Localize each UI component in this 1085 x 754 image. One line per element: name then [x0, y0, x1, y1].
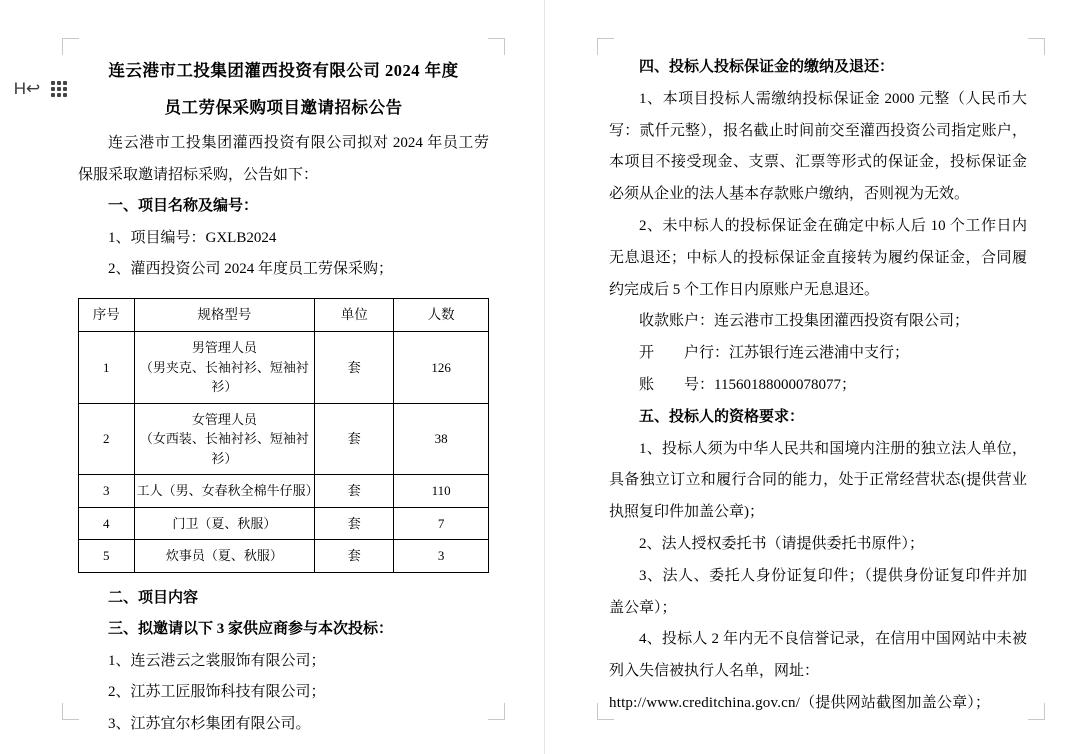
- section-4-heading: 四、投标人投标保证金的缴纳及退还：: [639, 59, 895, 75]
- cell-spec: 炊事员（夏、秋服）: [134, 540, 315, 573]
- cell-spec-line1: 女管理人员: [191, 411, 257, 427]
- section-4-paragraph-2: 2、未中标人的投标保证金在确定中标人后 10 个工作日内无息退还；中标人的投标保证金直接转为履约保证金，合同履约完成后 5 个工作日内原账户无息退还。: [609, 217, 1027, 298]
- section-1-item-2: 2、灌西投资公司 2024 年度员工劳保采购；: [108, 261, 394, 278]
- document-page-right: [545, 0, 1085, 754]
- section-5-item-4: 4、投标人 2 年内无不良信誉记录，在信用中国网站中未被列入失信被执行人名单，网址：: [609, 631, 1027, 680]
- bank-branch: 开 户行：江苏银行连云港浦中支行；: [639, 345, 910, 362]
- cell-unit: 套: [315, 332, 394, 404]
- section-5-heading: 五、投标人的资格要求：: [639, 408, 805, 425]
- cell-qty: 38: [394, 403, 489, 475]
- table-row: [79, 475, 489, 508]
- section-1-heading: 一、项目名称及编号：: [108, 198, 259, 215]
- section-2-heading: 二、项目内容: [108, 589, 199, 606]
- bank-account-number: 账 号：11560188000078077；: [639, 376, 856, 393]
- cell-qty: 3: [394, 540, 489, 573]
- cell-spec-line2: （女西装、长袖衬衫、短袖衬衫）: [139, 431, 309, 466]
- section-1-item-1: 1、项目编号：GXLB2024: [108, 229, 277, 246]
- page-title-line2: 员工劳保采购项目邀请招标公告: [164, 98, 403, 118]
- floating-toolbar[interactable]: [13, 78, 70, 100]
- cell-unit: 套: [315, 475, 394, 508]
- app-grid-icon[interactable]: [48, 78, 70, 100]
- page-title-line1: 连云港市工投集团灌西投资有限公司 2024 年度: [108, 61, 459, 80]
- section-3-heading: 三、拟邀请以下 3 家供应商参与本次投标：: [108, 621, 394, 637]
- cell-no: 5: [79, 540, 135, 573]
- cell-qty: 7: [394, 507, 489, 540]
- cell-spec: 门卫（夏、秋服）: [134, 507, 315, 540]
- bank-account-name: 收款账户：连云港市工投集团灌西投资有限公司；: [639, 313, 970, 330]
- cell-unit: 套: [315, 403, 394, 475]
- cell-unit: 套: [315, 507, 394, 540]
- table-header-cell: 单位: [315, 298, 394, 331]
- table-row: [79, 332, 489, 404]
- cell-no: 4: [79, 507, 135, 540]
- table-header-cell: 人数: [394, 298, 489, 331]
- section-3-item-3: 3、江苏宜尔杉集团有限公司。: [108, 715, 311, 732]
- cell-spec: 工人（男、女春秋全棉牛仔服）: [134, 475, 315, 508]
- section-5-item-2: 2、法人授权委托书（请提供委托书原件）；: [639, 535, 925, 552]
- cell-spec: [134, 332, 315, 404]
- heading-tool-icon[interactable]: H↩: [13, 79, 41, 98]
- table-header-row: [79, 298, 489, 331]
- table-row: [79, 403, 489, 475]
- specification-table: [78, 298, 489, 573]
- cell-spec-line1: 男管理人员: [191, 340, 257, 355]
- section-5-item-1: 1、投标人须为中华人民共和国境内注册的独立法人单位，具备独立订立和履行合同的能力，处于正常经营状态(提供营业执照复印件加盖公章)；: [609, 440, 1027, 521]
- credit-china-url-line: http://www.creditchina.gov.cn/（提供网站截图加盖公章）；: [609, 694, 991, 711]
- table-header-cell: 序号: [79, 298, 135, 331]
- section-5-item-3: 3、法人、委托人身份证复印件；（提供身份证复印件并加盖公章）；: [609, 567, 1027, 616]
- table-row: [79, 540, 489, 573]
- cell-no: 1: [79, 332, 135, 404]
- cell-qty: 110: [394, 475, 489, 508]
- intro-paragraph: 连云港市工投集团灌西投资有限公司拟对 2024 年员工劳保服采取邀请招标采购，公告如下：: [78, 135, 489, 183]
- section-4-paragraph-1: 1、本项目投标人需缴纳投标保证金 2000 元整（人民币大写：贰仟元整），报名截止时间前交至灌西投资公司指定账户，本项目不接受现金、支票、汇票等形式的保证金，投标保证金必须从企业的法人基本存款账户缴纳，否则视为无效。: [609, 90, 1027, 203]
- app-grid-dots: [51, 81, 67, 97]
- table-row: [79, 507, 489, 540]
- section-3-item-1: 1、连云港云之裳服饰有限公司；: [108, 652, 326, 669]
- cell-no: 2: [79, 403, 135, 475]
- page-right-content: [545, 0, 1085, 754]
- table-header-cell: 规格型号: [134, 298, 315, 331]
- cell-no: 3: [79, 475, 135, 508]
- section-3-item-2: 2、江苏工匠服饰科技有限公司；: [108, 684, 326, 700]
- cell-qty: 126: [394, 332, 489, 404]
- cell-spec-line2: （男夹克、长袖衬衫、短袖衬衫）: [139, 359, 309, 394]
- cell-unit: 套: [315, 540, 394, 573]
- cell-spec: [134, 403, 315, 475]
